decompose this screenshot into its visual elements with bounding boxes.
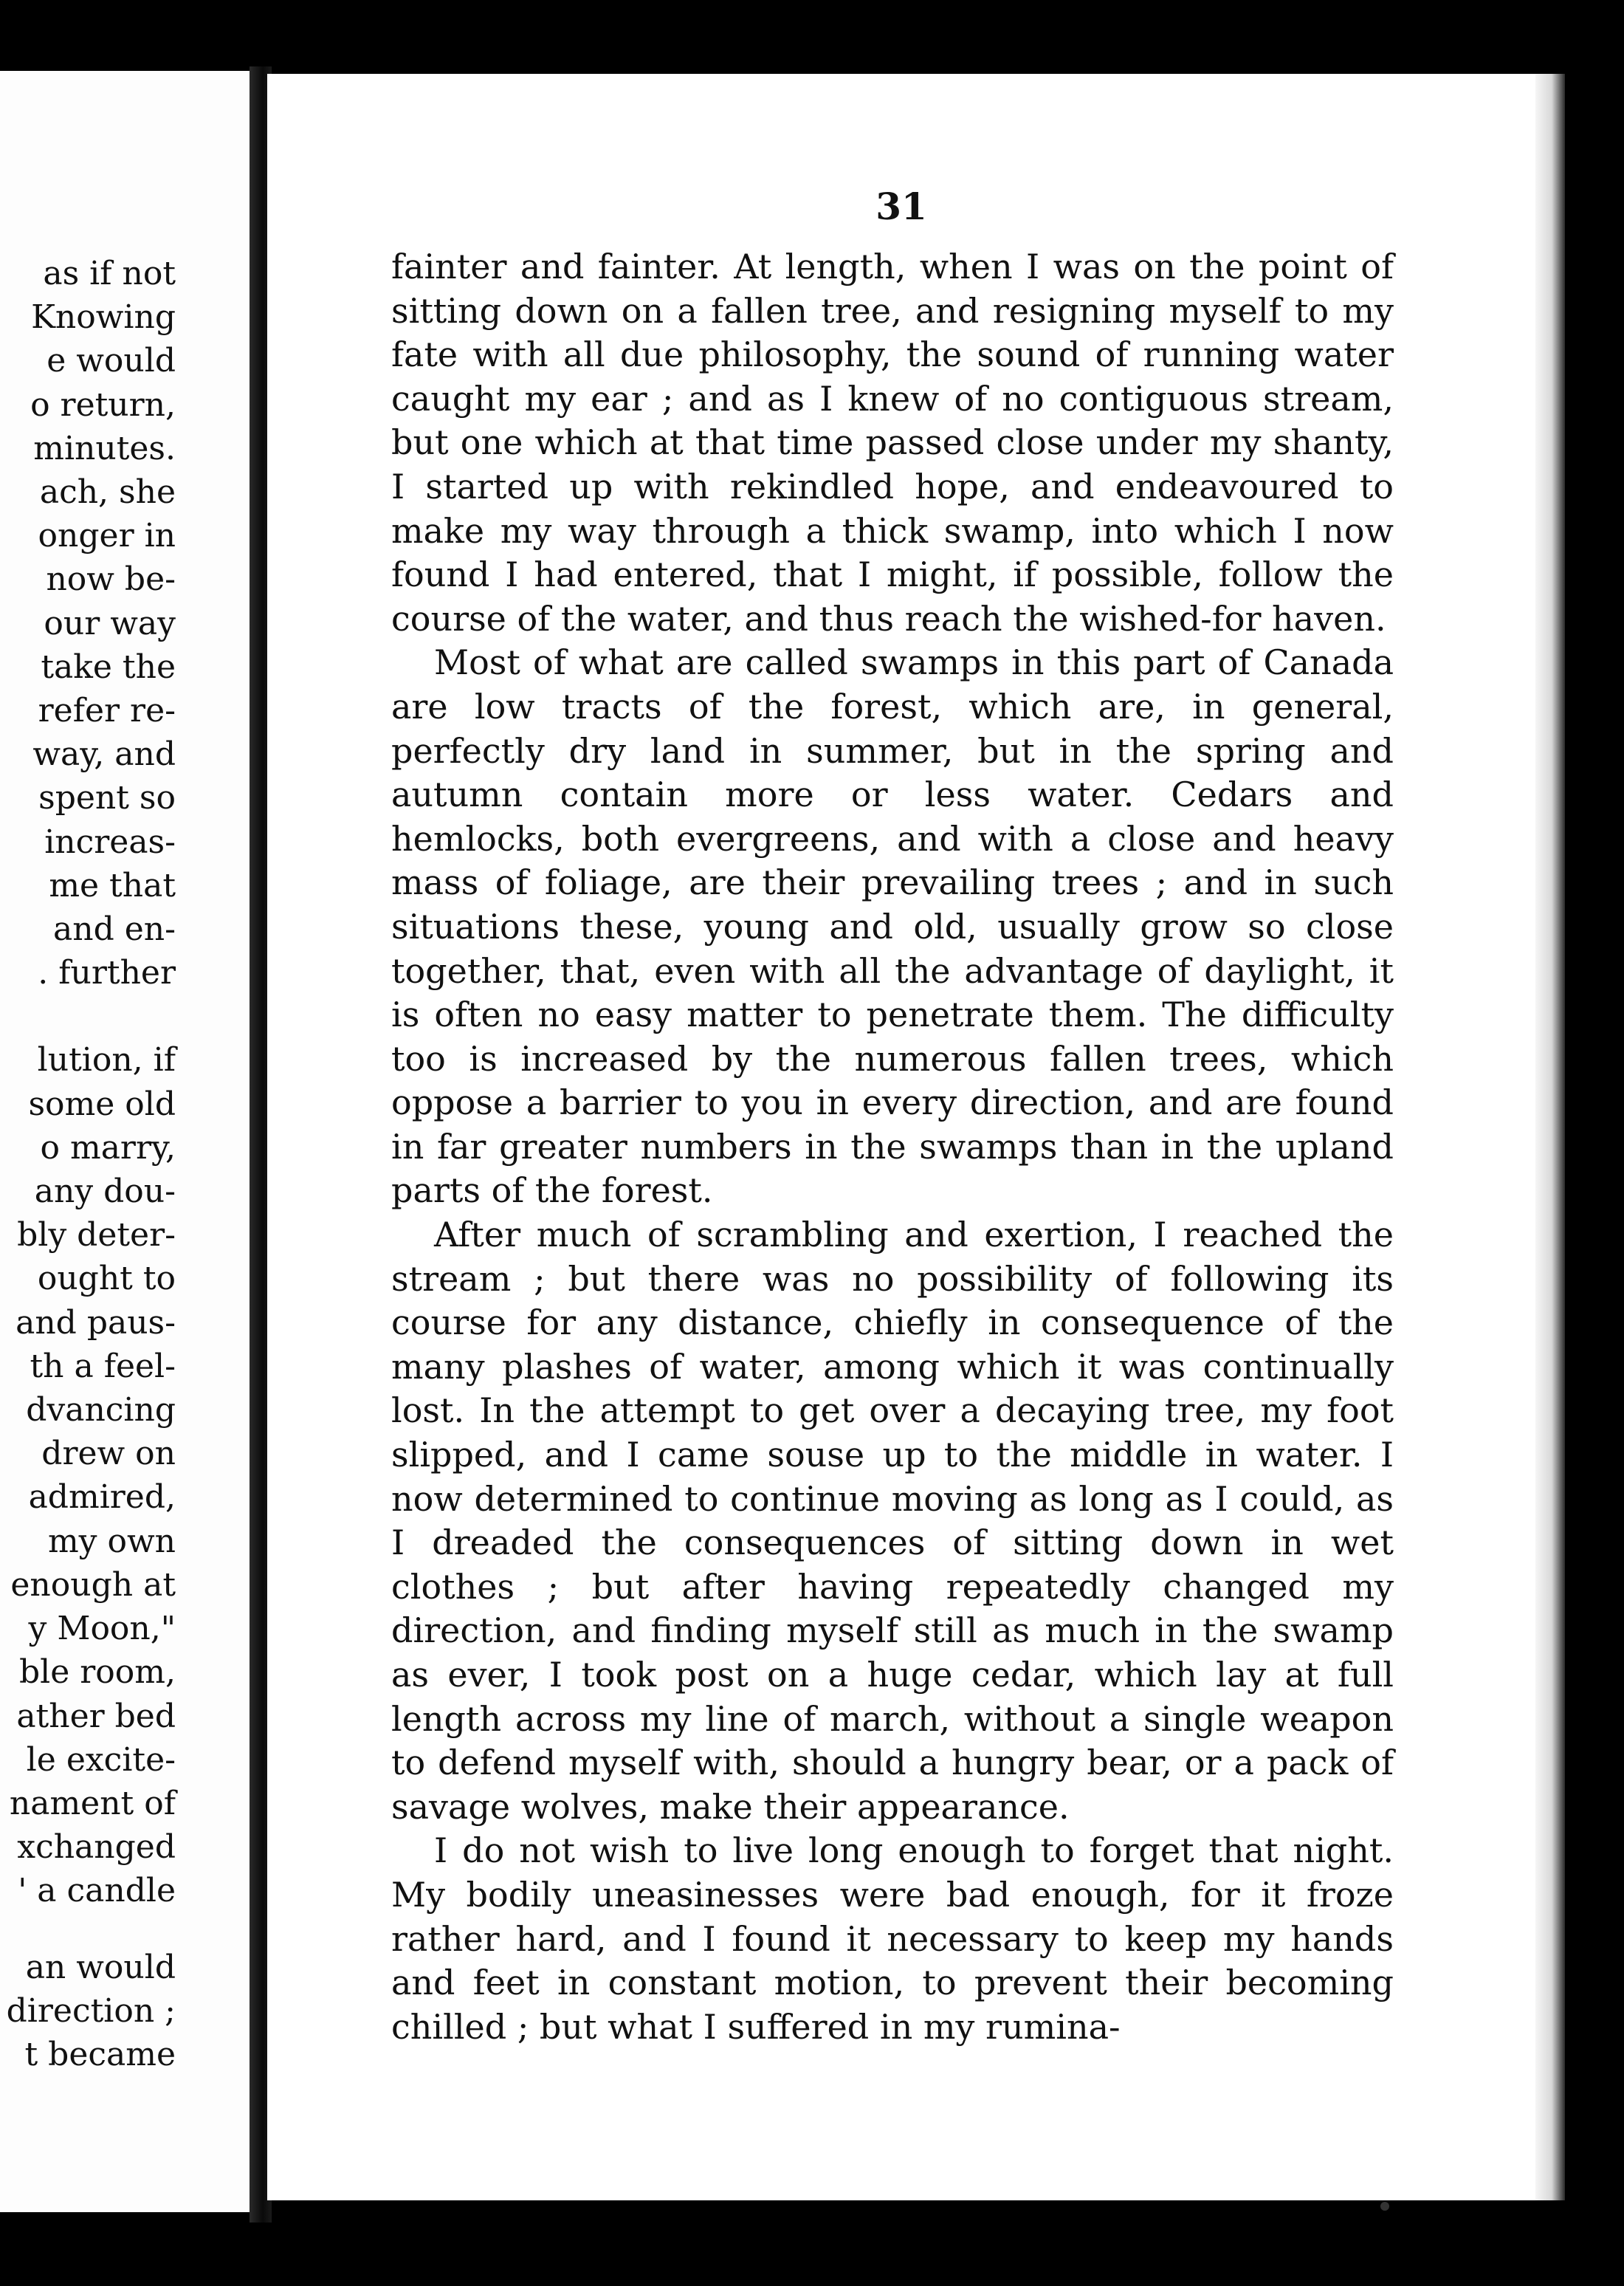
left-line: ought to [37, 1260, 176, 1298]
left-line: ach, she [39, 473, 176, 512]
paragraph: fainter and fainter. At length, when I was on the point of sitting down on a fallen tree, and resigning myself to my fate with all due philosophy, the sound of running water caught my ear ; and as I knew of no contiguous stream, but one which at that time passed close under my shanty, I started up with rekindled hope, and endeavoured to make my way through a thick swamp, into which I now found I had entered, that I might, if possible, follow the course of the water, and thus reach the wished-for haven. [391, 247, 1394, 639]
left-line: an would [25, 1948, 176, 1986]
left-line: minutes. [33, 429, 176, 467]
left-line: o marry, [40, 1128, 176, 1167]
paragraph: Most of what are called swamps in this part of Canada are low tracts of the forest, which are, in general, perfectly dry land in summer, but in the spring and autumn contain more or less water. Cedars and hemlocks, both evergreens, and with a close and heavy mass of foliage, are their prevailing trees ; and in such situations these, young and old, usually grow so close together, that, even with all the advantage of daylight, it is often no easy matter to penetrate them. The difficulty too is increased by the numerous fallen trees, which oppose a barrier to you in every direction, and are found in far greater numbers in the swamps than in the upland parts of the forest. [391, 642, 1394, 1211]
left-page-fragment [0, 71, 252, 2212]
page-number: 31 [875, 185, 927, 228]
left-line: any dou- [34, 1173, 176, 1211]
paragraph: After much of scrambling and exertion, I reached the stream ; but there was no possibility of following its course for any distance, chiefly in consequence of the many plashes of water, among which it was continually lost. In the attempt to get over a decaying tree, my foot slipped, and I came souse up to the middle in water. I now determined to continue moving as long as I could, as I dreaded the consequences of sitting down in wet clothes ; but after having repeatedly changed my direction, and finding myself still as much in the swamp as ever, I took post on a huge cedar, which lay at full length across my line of march, without a single weapon to defend myself with, should a hungry bear, or a pack of savage wolves, make their appearance. [391, 1215, 1394, 1827]
left-line: ble room, [19, 1653, 176, 1692]
left-line: and en- [53, 910, 176, 949]
right-page [267, 74, 1535, 2200]
left-line: nament of [9, 1784, 176, 1822]
left-line: enough at [10, 1565, 176, 1604]
left-line: ather bed [16, 1697, 176, 1735]
left-line: xchanged [17, 1828, 176, 1867]
ink-speck [1380, 2202, 1389, 2211]
left-line: bly deter- [17, 1216, 176, 1254]
left-line: way, and [32, 735, 176, 774]
left-line: now be- [46, 560, 176, 599]
left-line: ' a candle [18, 1872, 176, 1910]
left-line: . further [38, 954, 176, 992]
left-line: th a feel- [30, 1347, 176, 1385]
left-line: Knowing [31, 298, 176, 337]
left-line: onger in [38, 517, 176, 555]
left-line: some old [28, 1085, 176, 1123]
left-line: o return, [30, 385, 176, 424]
left-line: me that [49, 866, 176, 905]
left-line: t became [24, 2035, 176, 2073]
paragraph: I do not wish to live long enough to forget that night. My bodily uneasinesses were bad enough, for it froze rather hard, and I found it necessary to keep my hands and feet in constant motion, to prevent their becoming chilled ; but what I suffered in my rumina- [391, 1830, 1394, 2047]
left-line: admired, [28, 1478, 176, 1517]
left-line: my own [47, 1522, 176, 1560]
left-line: dvancing [26, 1391, 176, 1429]
left-line: our way [44, 604, 176, 642]
left-line: le excite- [26, 1740, 176, 1779]
left-line: y Moon," [28, 1610, 176, 1648]
left-line: refer re- [38, 692, 176, 730]
left-line: as if not [43, 255, 176, 292]
left-line: direction ; [6, 1991, 176, 2030]
left-page-text [0, 252, 176, 2076]
left-line: spent so [38, 779, 176, 817]
left-line: and paus- [16, 1303, 176, 1342]
left-line: e would [47, 342, 176, 380]
page-edge [1535, 74, 1565, 2200]
left-line: drew on [41, 1435, 176, 1473]
body-text [391, 245, 1394, 2049]
left-line: increas- [44, 823, 176, 861]
left-line: take the [41, 648, 176, 686]
left-line: lution, if [37, 1041, 176, 1080]
